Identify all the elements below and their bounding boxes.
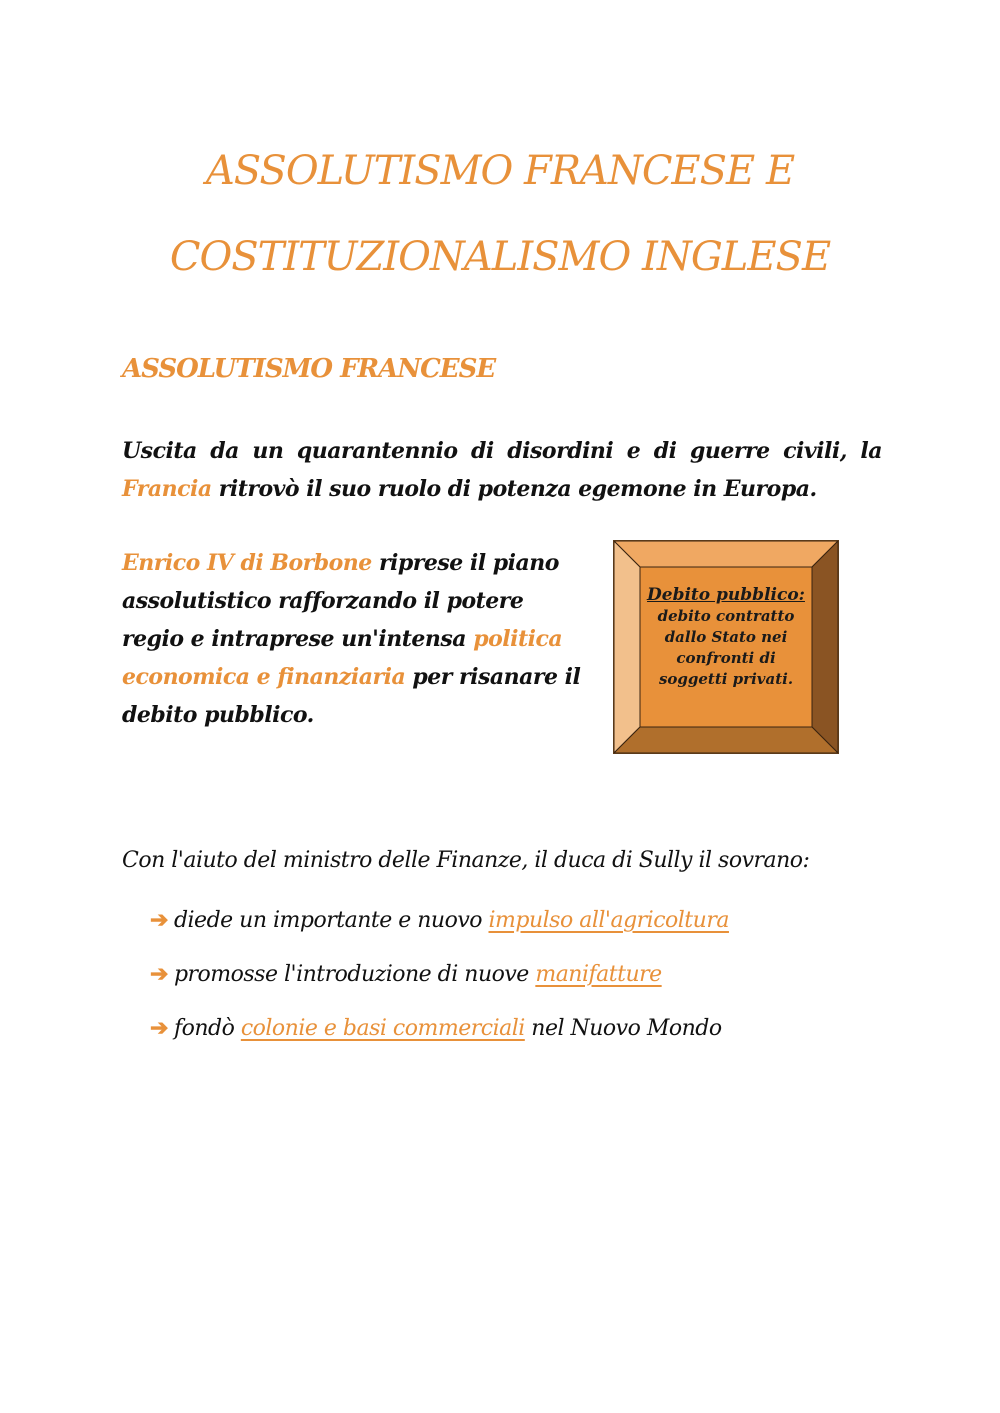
paragraph-text: per risanare il debito pubblico. [122,664,581,728]
document-title [100,128,900,300]
list-item [150,952,729,1006]
title-line-1: ASSOLUTISMO FRANCESE E [205,148,795,194]
bevel-bottom [614,727,838,753]
bevel-right [812,541,838,753]
arrow-icon: ➔ [150,1015,168,1041]
list-item [150,1006,729,1060]
section-heading: ASSOLUTISMO FRANCESE [122,354,496,384]
definition-body: debito contratto dallo Stato nei confronti di soggetti privati. [657,607,795,688]
definition-term: Debito pubblico: [647,585,805,605]
list-item-highlight: colonie e basi commerciali [240,1016,525,1041]
bevel-top [614,541,838,567]
paragraph-text: ritrovò il suo ruolo di potenza egemone in Europa. [211,476,817,502]
list-item-text: promosse l'introduzione di nuove [173,962,536,987]
list-item-text: nel Nuovo Mondo [524,1016,722,1041]
highlight-politica: politica economica e finanziaria [122,626,563,690]
list-item-text: fondò [173,1016,241,1041]
highlight-francia: Francia [122,476,212,502]
paragraph-text: riprese il piano assolutistico rafforzando il potere regio e intraprese un'intensa [122,550,559,652]
sully-intro: Con l'aiuto del ministro delle Finanze, il duca di Sully il sovrano: [122,848,810,873]
list-item-highlight: manifatture [535,962,662,987]
list-item-highlight: impulso all'agricoltura [488,908,729,933]
enrico-paragraph [122,544,582,734]
list-item-text: diede un importante e nuovo [173,908,489,933]
list-item [150,898,729,952]
bevel-left [614,541,640,753]
arrow-icon: ➔ [150,961,168,987]
policy-list [150,898,729,1060]
paragraph-text: Uscita da un quarantennio di disordini e di guerre civili, la [122,438,882,464]
highlight-enrico: Enrico IV di Borbone [122,550,372,576]
arrow-icon: ➔ [150,907,168,933]
definition-text [644,585,808,725]
definition-box [613,540,839,754]
title-line-2: COSTITUZIONALISMO INGLESE [169,234,831,280]
intro-paragraph [122,432,882,508]
